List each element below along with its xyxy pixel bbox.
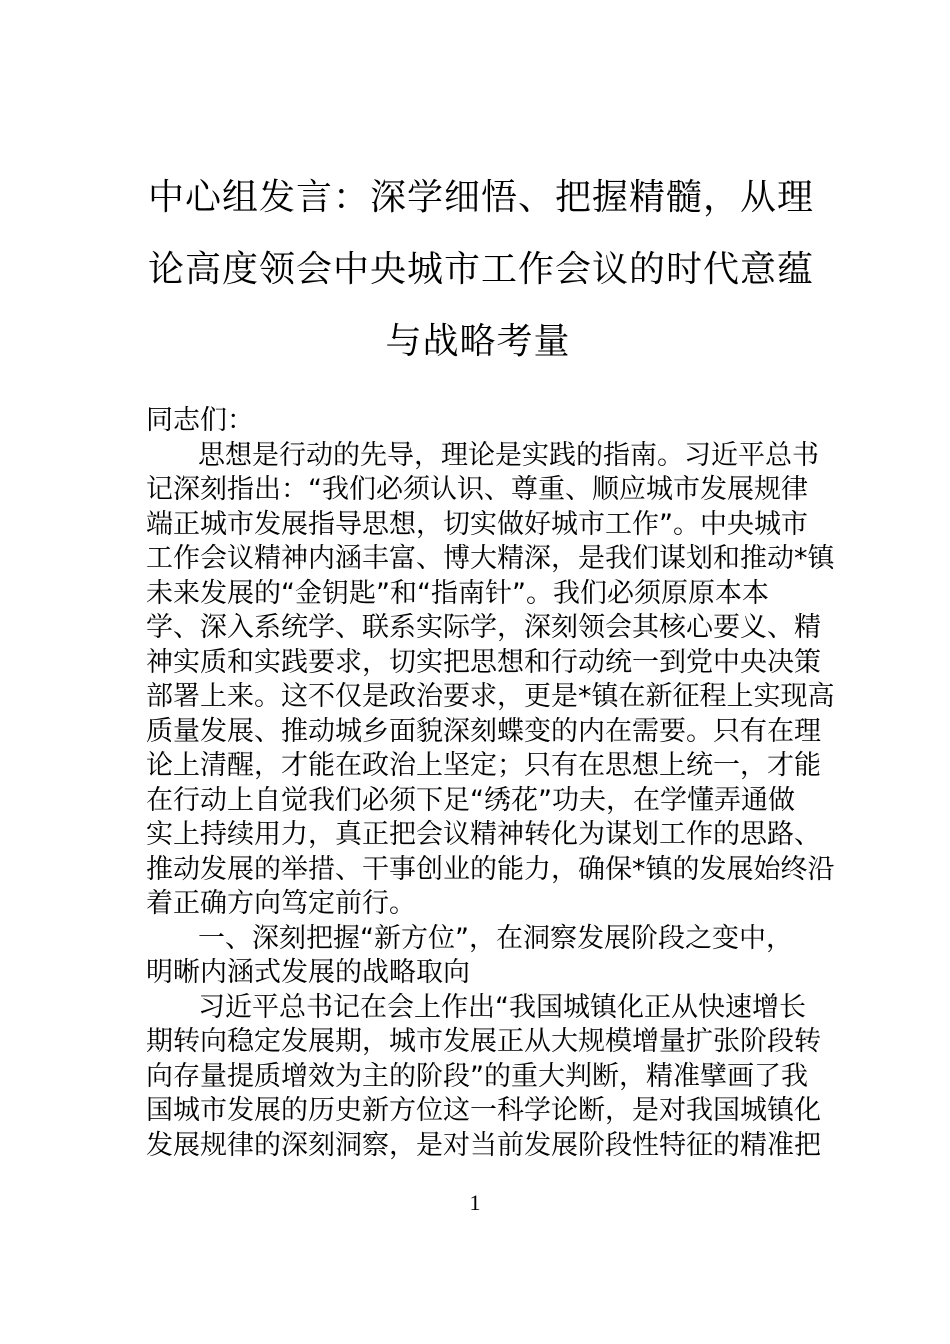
title-line-3: 与战略考量 — [385, 321, 571, 362]
paragraph-1-line-4: 工作会议精神内涵丰富、博大精深，是我们谋划和推动*镇 — [146, 543, 835, 574]
paragraph-2-line-5: 发展规律的深刻洞察，是对当前发展阶段性特征的精准把 — [146, 1129, 821, 1161]
salutation: 同志们： — [146, 405, 254, 436]
document-body — [146, 404, 835, 1163]
paragraph-2-line-1: 习近平总书记在会上作出“我国城镇化正从快速增长 — [198, 991, 806, 1023]
paragraph-1-line-6: 学、深入系统学、联系实际学，深刻领会其核心要义、精 — [146, 612, 821, 643]
paragraph-1-line-3: 端正城市发展指导思想，切实做好城市工作”。中央城市 — [146, 508, 808, 540]
paragraph-2-line-4: 国城市发展的历史新方位这一科学论断，是对我国城镇化 — [146, 1095, 821, 1126]
page-number: 1 — [469, 1190, 481, 1215]
paragraph-1-line-1: 思想是行动的先导，理论是实践的指南。习近平总书 — [198, 439, 819, 471]
paragraph-1-line-10: 论上清醒，才能在政治上坚定；只有在思想上统一，才能 — [146, 750, 821, 781]
document-title — [148, 162, 815, 378]
paragraph-1-line-7: 神实质和实践要求，切实把思想和行动统一到党中央决策 — [146, 646, 821, 678]
paragraph-1-line-13: 推动发展的举措、干事创业的能力，确保*镇的发展始终沿 — [146, 853, 835, 885]
paragraph-1-line-11: 在行动上自觉我们必须下足“绣花”功夫，在学懂弄通做 — [146, 784, 795, 816]
paragraph-2-line-2: 期转向稳定发展期，城市发展正从大规模增量扩张阶段转 — [146, 1026, 821, 1057]
section-heading-line-1: 一、深刻把握“新方位”，在洞察发展阶段之变中， — [198, 922, 793, 954]
paragraph-1-line-9: 质量发展、推动城乡面貌深刻蝶变的内在需要。只有在理 — [146, 715, 821, 747]
title-line-2: 论高度领会中央城市工作会议的时代意蕴 — [148, 249, 815, 290]
paragraph-1-line-14: 着正确方向笃定前行。 — [146, 888, 416, 919]
paragraph-1-line-5: 未来发展的“金钥匙”和“指南针”。我们必须原原本本 — [146, 577, 769, 609]
paragraph-1-line-12: 实上持续用力，真正把会议精神转化为谋划工作的思路、 — [146, 819, 821, 850]
section-heading-line-2: 明晰内涵式发展的战略取向 — [146, 957, 470, 988]
paragraph-1-line-2: 记深刻指出：“我们必须认识、尊重、顺应城市发展规律 — [146, 474, 808, 505]
paragraph-2-line-3: 向存量提质增效为主的阶段”的重大判断，精准擘画了我 — [146, 1060, 808, 1092]
paragraph-1-line-8: 部署上来。这不仅是政治要求，更是*镇在新征程上实现高 — [146, 681, 835, 712]
title-line-1: 中心组发言：深学细悟、把握精髓，从理 — [148, 177, 815, 218]
